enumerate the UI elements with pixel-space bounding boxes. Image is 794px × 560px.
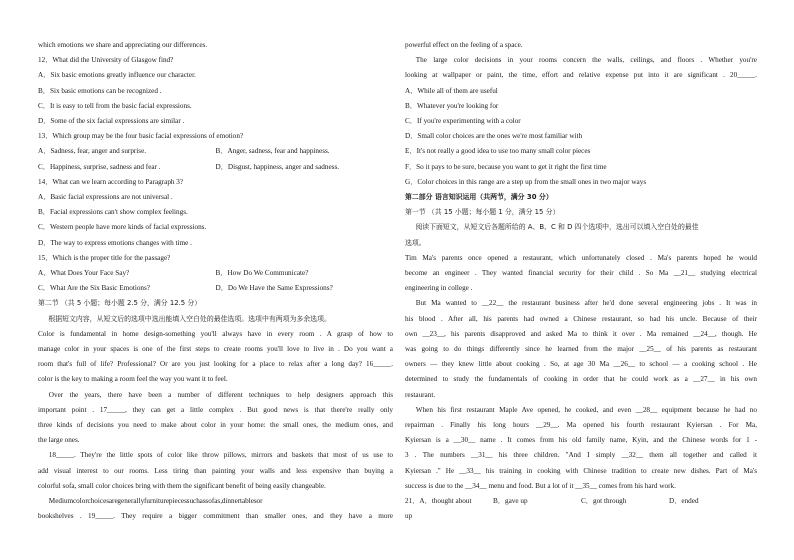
- option-15a: A．What Does Your Face Say?: [38, 269, 130, 278]
- passage-line: Kyiersan is a __30__ name . It comes from his old family name, Kyin, and the Chinese words for 1 -: [405, 436, 757, 445]
- option-21a: 21．A．thought about: [405, 497, 472, 506]
- option-c: C．If you're experimenting with a color: [405, 117, 521, 126]
- option-15c: C．What Are the Six Basic Emotions?: [38, 284, 150, 293]
- passage-line: become an engineer . They wanted financial security for their child . So Ma __21__ studying electrical: [405, 269, 757, 278]
- option-d: D．Small color choices are the ones we're most familiar with: [405, 132, 583, 141]
- passage-line: owners — they knew little about cooking . So, at age 30 Ma __26__ to school — a cooking school . He: [405, 360, 757, 369]
- option-b: B．Whatever you're looking for: [405, 101, 499, 110]
- option-21d: D．ended: [669, 497, 699, 506]
- options-15-row1: [38, 266, 393, 281]
- option-15d: D．Do We Have the Same Expressions?: [215, 284, 333, 293]
- instructions: 根据短文内容，从短文后的选项中选出能填入空白处的最佳选项。选项中有两项为多余选项。: [48, 314, 331, 323]
- option-12c: C．It is easy to tell from the basic facial expressions.: [38, 101, 192, 110]
- option-g: G．Color choices in this range are a step up from the small ones in two major ways: [405, 177, 647, 186]
- question-14: 14．What can we learn according to Paragraph 3?: [38, 177, 184, 186]
- option-12b: B．Six basic emotions can be recognized .: [38, 86, 162, 95]
- option-13b: B．Anger, sadness, fear and happiness.: [215, 147, 330, 156]
- passage-line: But Ma wanted to __22__ the restaurant business after he'd done several engineering jobs . It was in: [415, 299, 757, 308]
- instructions: 选项。: [405, 238, 426, 247]
- passage-line: own __23__, his parents disapproved and asked Ma to think it over . Ma remained __24__, though. He: [405, 329, 757, 338]
- option-14a: A．Basic facial expressions are not universal .: [38, 193, 173, 202]
- passage-line: Over the years, there have been a number of different techniques to help designers approach this: [48, 390, 393, 399]
- passage-line: manage color in your spaces is one of the first steps to create rooms you'll love to live in . Do you want a: [38, 345, 393, 354]
- passage-line: restaurant.: [405, 390, 436, 399]
- options-21: [405, 494, 757, 509]
- options-15-row2: [38, 281, 393, 296]
- passage-line: the large ones.: [38, 436, 80, 445]
- left-column: [38, 38, 393, 525]
- option-12a: A．Six basic emotions greatly influence our character.: [38, 71, 196, 80]
- passage-line: When his first restaurant Maple Ave opened, he cooked, and even __28__ equipment because he had no: [415, 405, 757, 414]
- passage-line: bookshelves . 19_____. They require a bigger commitment than smaller ones, and they have a more: [38, 512, 393, 521]
- passage-line: looking at wallpaper or paint, the time, effort and relative expense put into it are significant . 20_____.: [405, 71, 757, 80]
- part-heading: 第二部分 语言知识运用（共两节，满分 30 分）: [405, 193, 553, 202]
- option-e: E．It's not really a good idea to use too many small color pieces: [405, 147, 591, 156]
- options-13-row2: [38, 160, 393, 175]
- question-12: 12．What did the University of Glasgow find?: [38, 56, 174, 65]
- passage-line: Color is fundamental in home design-something you'll always have in every room . A grasp of how to: [38, 329, 393, 338]
- option-21b: B．gave up: [493, 497, 528, 506]
- option-f: F．So it pays to be sure, because you want to get it right the first time: [405, 162, 607, 171]
- passage-line: 3 . The numbers __31__ his three children. "And I simply __32__ them all together and called it: [405, 451, 757, 460]
- option-14d: D．The way to express emotions changes with time .: [38, 238, 192, 247]
- option-15b: B．How Do We Communicate?: [215, 269, 309, 278]
- instructions: 阅读下面短文，从短文后各题所给的 A、B、C 和 D 四个选项中，选出可以填入空白处的最佳: [415, 223, 699, 232]
- passage-line: room that's full of life? Professional? Or are you just looking for a place to relax after a long day? 16_____.: [38, 360, 393, 369]
- passage-line: repairman . Finally his long hours __29__. Ma opened his fourth restaurant Kyiersan . For Ma,: [405, 421, 757, 430]
- passage-line: determined to study the fundamentals of cooking in order that he could work as a __27__ in his own: [405, 375, 757, 384]
- passage-line: Medium color choices are generally furniture pieces such as sofas, dinner tables or: [48, 497, 263, 506]
- passage-line: Tim Ma's parents once opened a restaurant, which unfortunately closed . Ma's parents hoped he would: [405, 253, 757, 262]
- options-13-row1: [38, 144, 393, 159]
- passage-line: success is due to the __34__ menu and food. But a lot of it __35__ comes from his hard work.: [405, 481, 676, 490]
- option-a: A．While all of them are useful: [405, 86, 498, 95]
- right-column: [405, 38, 757, 525]
- passage-line: his blood . After all, his parents had owned a Chinese restaurant, so had his uncle. Because of their: [405, 314, 757, 323]
- option-21d-continued: up: [405, 512, 413, 521]
- passage-line: add visual interest to our rooms. Less tiring than painting your walls and less expensive than buying a: [38, 466, 393, 475]
- section-heading: 第二节 （共 5 小题；每小题 2.5 分，满分 12.5 分）: [38, 299, 202, 308]
- passage-line: powerful effect on the feeling of a space.: [405, 41, 523, 49]
- passage-line: was going to do things differently since he learned from the major __25__ of his parents as restaurant: [405, 345, 757, 354]
- option-14c: C．Western people have more kinds of facial expressions.: [38, 223, 207, 232]
- text-line: which emotions we share and appreciating our differences.: [38, 41, 208, 49]
- option-12d: D．Some of the six facial expressions are similar .: [38, 117, 185, 126]
- question-13: 13．Which group may be the four basic facial expressions of emotion?: [38, 132, 244, 141]
- section-heading: 第一节 （共 15 小题；每小题 1 分，满分 15 分）: [405, 208, 560, 217]
- passage-line: engineering in college .: [405, 284, 473, 293]
- passage-line: The large color decisions in your rooms concern the walls, ceilings, and floors . Whether you're: [415, 56, 757, 65]
- option-13c: C．Happiness, surprise, sadness and fear .: [38, 162, 161, 171]
- option-13d: D．Disgust, happiness, anger and sadness.: [215, 162, 340, 171]
- question-15: 15．Which is the proper title for the passage?: [38, 253, 171, 262]
- passage-line: color is the key to making a room feel the way you want it to feel.: [38, 375, 228, 384]
- option-13a: A．Sadness, fear, anger and surprise.: [38, 147, 147, 156]
- passage-line: colorful sofa, small color choices bring with them the significant benefit of being easily changeable.: [38, 481, 326, 490]
- passage-line: 18_____. They're the little spots of color like throw pillows, mirrors and baskets that most of us use to: [48, 451, 393, 460]
- option-14b: B．Facial expressions can't show complex feelings.: [38, 208, 188, 217]
- passage-line: important point . 17_____, they can get a little complex . But good news is that there're really only: [38, 405, 393, 414]
- option-21c: C．got through: [581, 497, 627, 506]
- passage-line: Kyiersan ." He __33__ his training in cooking with Chinese tradition to create new dishes. Part of Ma's: [405, 466, 757, 475]
- passage-line: three kinds of decisions you need to make about color in your home: the small ones, the medium ones, and: [38, 421, 393, 430]
